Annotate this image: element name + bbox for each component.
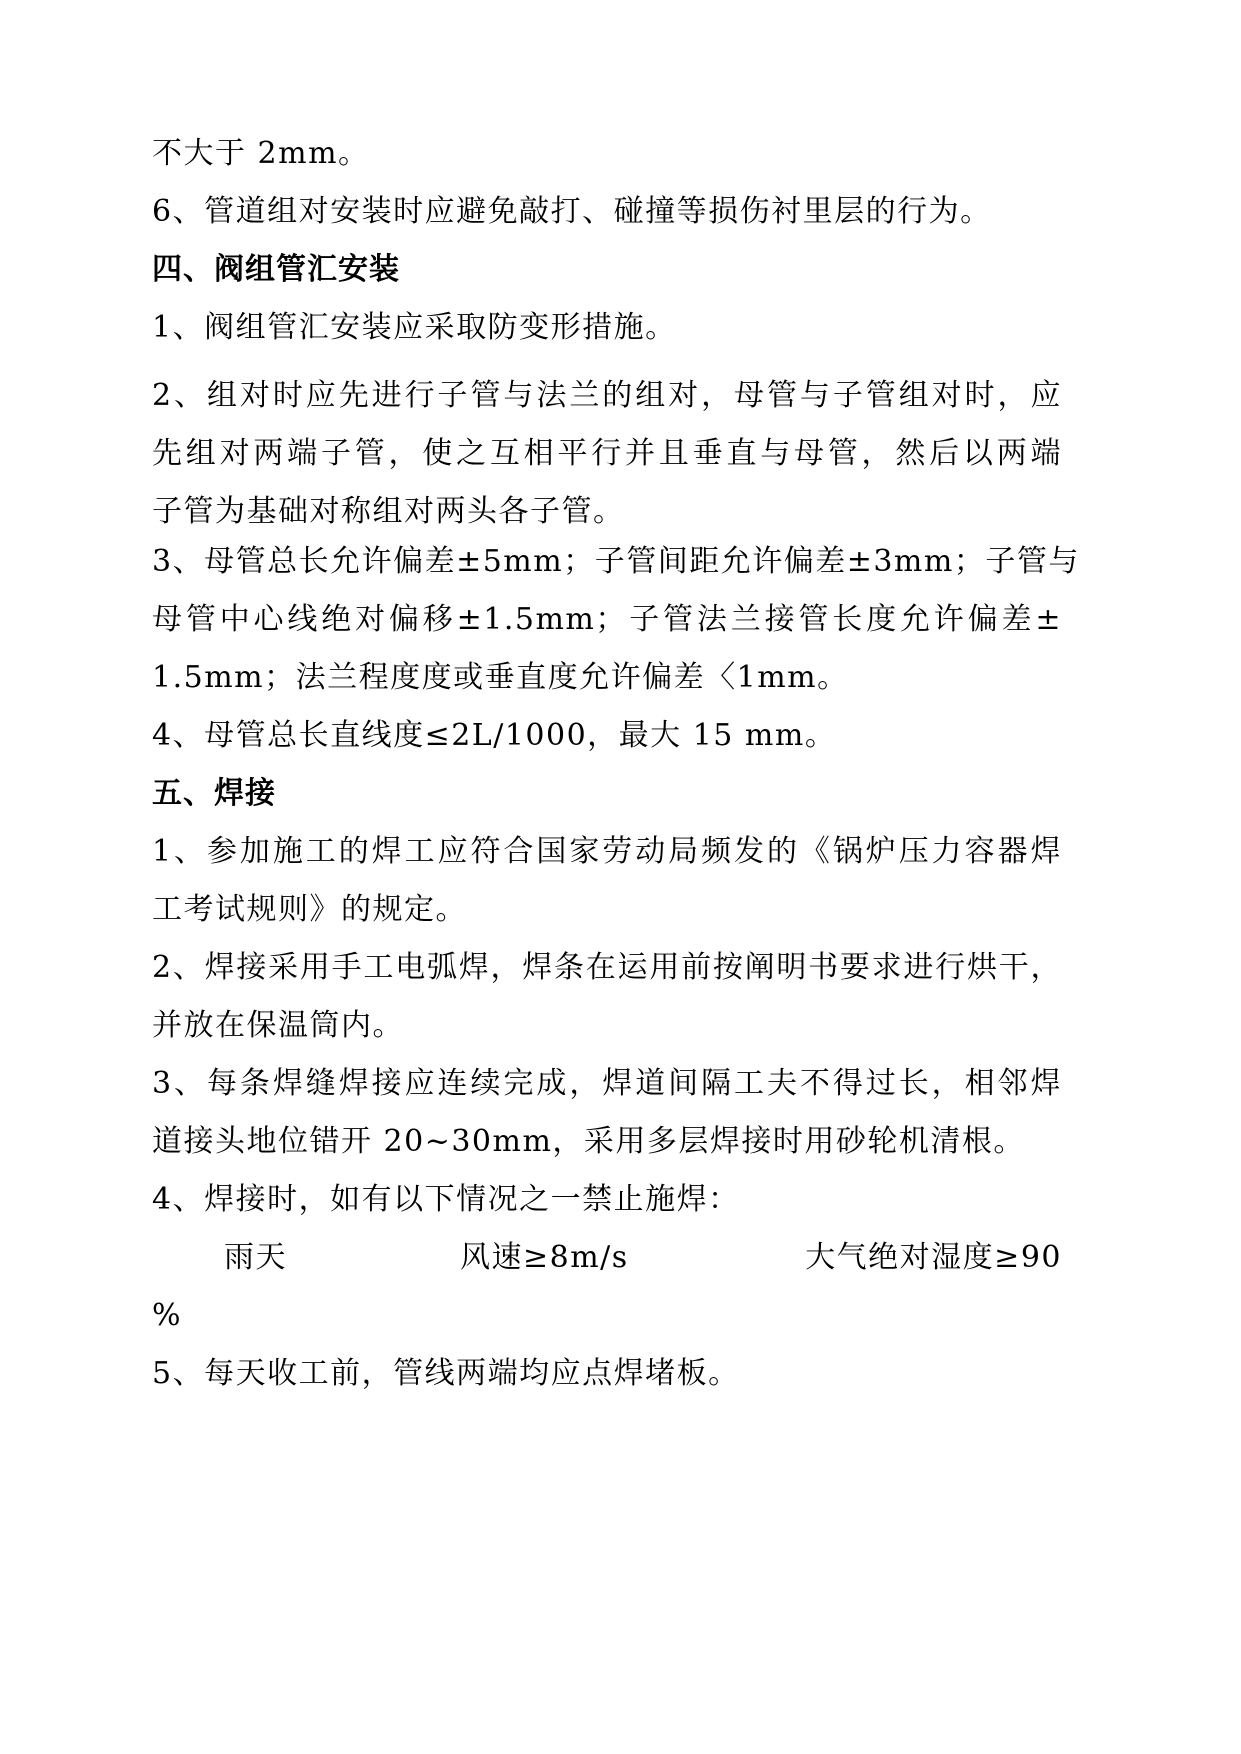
text-line: 1、参加施工的焊工应符合国家劳动局频发的《锅炉压力容器焊 bbox=[152, 834, 1062, 869]
text-line: 1、阀组管汇安装应采取防变形措施。 bbox=[152, 310, 677, 345]
text-line: 2、组对时应先进行子管与法兰的组对，母管与子管组对时，应 bbox=[152, 378, 1062, 413]
text-line: 不大于 2mm。 bbox=[152, 136, 370, 171]
text-line: 2、焊接采用手工电弧焊，焊条在运用前按阐明书要求进行烘干， bbox=[152, 950, 1062, 985]
text-line: 4、焊接时，如有以下情况之一禁止施焊： bbox=[152, 1182, 740, 1217]
text-line: 5、每天收工前，管线两端均应点焊堵板。 bbox=[152, 1356, 740, 1391]
condition-rain: 雨天 bbox=[224, 1240, 287, 1275]
text-line: 先组对两端子管，使之互相平行并且垂直与母管，然后以两端 bbox=[152, 436, 1062, 471]
section-heading: 四、阀组管汇安装 bbox=[152, 252, 400, 287]
condition-humidity: 大气绝对湿度≥90 bbox=[805, 1240, 1062, 1275]
text-line: 工考试规则》的规定。 bbox=[152, 892, 467, 927]
text-line: 6、管道组对安装时应避免敲打、碰撞等损伤衬里层的行为。 bbox=[152, 194, 992, 229]
section-heading: 五、焊接 bbox=[152, 776, 276, 811]
text-line: 3、每条焊缝焊接应连续完成，焊道间隔工夫不得过长，相邻焊 bbox=[152, 1066, 1062, 1101]
text-line: 3、母管总长允许偏差±5mm；子管间距允许偏差±3mm；子管与 bbox=[152, 544, 1080, 579]
text-line: 道接头地位错开 20~30mm，采用多层焊接时用砂轮机清根。 bbox=[152, 1124, 1025, 1159]
document-page bbox=[152, 0, 1080, 1754]
text-line: % bbox=[152, 1298, 183, 1333]
text-line: 1.5mm；法兰程度度或垂直度允许偏差〈1mm。 bbox=[152, 660, 849, 695]
text-line: 并放在保温筒内。 bbox=[152, 1008, 404, 1043]
text-line: 母管中心线绝对偏移±1.5mm；子管法兰接管长度允许偏差± bbox=[152, 602, 1062, 637]
text-line: 子管为基础对称组对两头各子管。 bbox=[152, 494, 625, 529]
text-line: 4、母管总长直线度≤2L/1000，最大 15 mm。 bbox=[152, 718, 837, 753]
condition-wind: 风速≥8m/s bbox=[460, 1240, 629, 1275]
